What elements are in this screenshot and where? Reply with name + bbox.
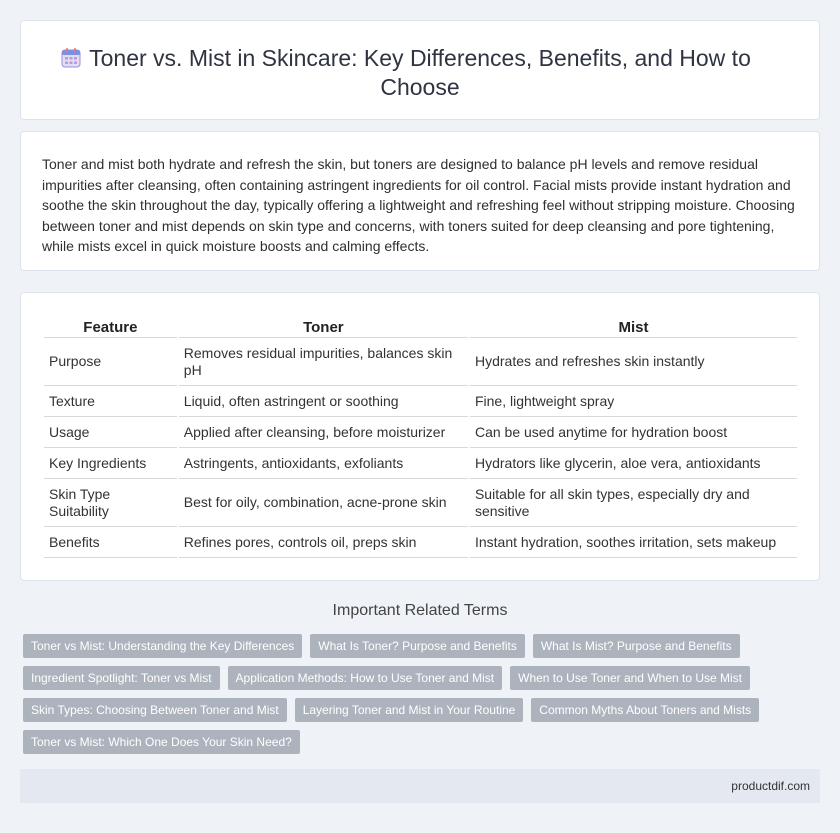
mist-cell: Hydrators like glycerin, aloe vera, antioxidants xyxy=(470,448,797,479)
related-term-tag[interactable]: When to Use Toner and When to Use Mist xyxy=(510,666,750,690)
header-card xyxy=(20,20,820,120)
intro-paragraph: Toner and mist both hydrate and refresh the skin, but toners are designed to balance pH levels and remove residual impurities after cleansing, often containing astringent ingredients for oil control. Facial mists provide instant hydration and soothe the skin throughout the day, typically offering a lightweight and refreshing feel without stripping moisture. Choosing between toner and mist depends on skin type and concerns, with toners suited for deep cleansing and pore tightening, while mists excel in quick moisture boosts and calming effects. xyxy=(42,156,795,254)
related-term-tag[interactable]: Common Myths About Toners and Mists xyxy=(531,698,759,722)
table-row xyxy=(44,527,797,558)
toner-cell: Best for oily, combination, acne-prone skin xyxy=(179,479,468,527)
toner-cell: Refines pores, controls oil, preps skin xyxy=(179,527,468,558)
related-term-tag[interactable]: Toner vs Mist: Understanding the Key Differences xyxy=(23,634,302,658)
feature-cell: Skin Type Suitability xyxy=(44,479,177,527)
table-row xyxy=(44,417,797,448)
related-term-tag[interactable]: What Is Mist? Purpose and Benefits xyxy=(533,634,740,658)
related-term-tag[interactable]: Skin Types: Choosing Between Toner and Mist xyxy=(23,698,287,722)
table-header-row xyxy=(44,314,797,338)
table-row xyxy=(44,448,797,479)
feature-cell: Texture xyxy=(44,386,177,417)
toner-cell: Liquid, often astringent or soothing xyxy=(179,386,468,417)
page-title: Toner vs. Mist in Skincare: Key Differences, Benefits, and How to Choose xyxy=(89,45,751,100)
comparison-table xyxy=(42,314,799,558)
column-header-toner: Toner xyxy=(179,314,468,338)
toner-cell: Applied after cleansing, before moisturizer xyxy=(179,417,468,448)
mist-cell: Suitable for all skin types, especially dry and sensitive xyxy=(470,479,797,527)
intro-card xyxy=(20,131,820,271)
table-row xyxy=(44,386,797,417)
related-terms-heading: Important Related Terms xyxy=(332,602,508,619)
feature-cell: Purpose xyxy=(44,338,177,386)
toner-cell: Removes residual impurities, balances skin pH xyxy=(179,338,468,386)
related-term-tag[interactable]: Toner vs Mist: Which One Does Your Skin Need? xyxy=(23,730,300,754)
related-term-tag[interactable]: Ingredient Spotlight: Toner vs Mist xyxy=(23,666,220,690)
table-row xyxy=(44,338,797,386)
feature-cell: Benefits xyxy=(44,527,177,558)
related-term-tag[interactable]: What Is Toner? Purpose and Benefits xyxy=(310,634,525,658)
toner-cell: Astringents, antioxidants, exfoliants xyxy=(179,448,468,479)
related-term-tag[interactable]: Application Methods: How to Use Toner and Mist xyxy=(228,666,503,690)
related-term-tag[interactable]: Layering Toner and Mist in Your Routine xyxy=(295,698,524,722)
related-terms-list xyxy=(23,634,813,754)
footer-site-link[interactable]: productdif.com xyxy=(731,779,810,793)
column-header-feature: Feature xyxy=(44,314,177,338)
mist-cell: Hydrates and refreshes skin instantly xyxy=(470,338,797,386)
feature-cell: Usage xyxy=(44,417,177,448)
mist-cell: Instant hydration, soothes irritation, sets makeup xyxy=(470,527,797,558)
table-row xyxy=(44,479,797,527)
column-header-mist: Mist xyxy=(470,314,797,338)
footer xyxy=(20,769,820,803)
mist-cell: Fine, lightweight spray xyxy=(470,386,797,417)
comparison-table-card xyxy=(20,292,820,581)
feature-cell: Key Ingredients xyxy=(44,448,177,479)
mist-cell: Can be used anytime for hydration boost xyxy=(470,417,797,448)
